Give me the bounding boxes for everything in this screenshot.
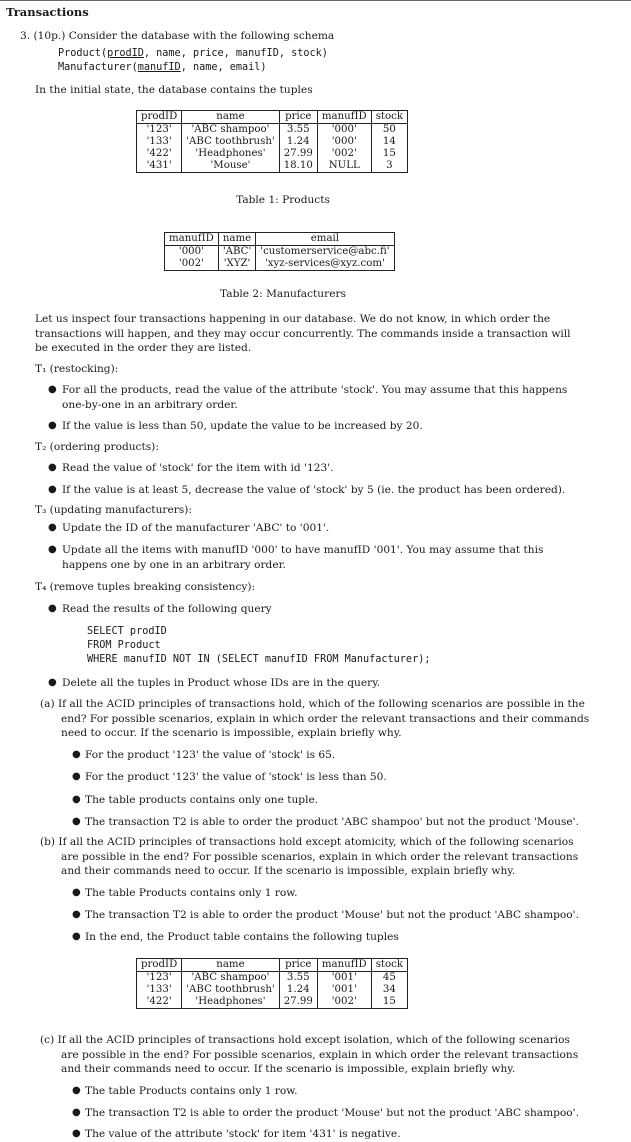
list-item: Read the value of 'stock' for the item with id '123'. [62,462,334,474]
bullet-icon: ● [72,1085,81,1096]
intro-paragraph [35,312,615,356]
paragraph-line: Let us inspect four transactions happening in our database. We do not know, in which order the [35,313,551,325]
table-cell: 'XYZ' [218,258,255,271]
table-cell: 'Headphones' [182,996,279,1009]
paragraph-line: transactions will happen, and they may occur concurrently. The commands inside a transaction will [35,327,571,340]
table-cell: 'ABC shampoo' [182,972,279,985]
text-line: are possible in the end? For possible scenarios, explain in which order the relevant transactions [61,850,579,863]
table-header-cell: name [182,111,279,124]
table-cell: 18.10 [279,160,317,173]
table-cell: '133' [137,984,182,996]
list-item: In the end, the Product table contains the following tuples [85,931,399,943]
table-header-row [137,111,408,124]
list-item: The value of the attribute 'stock' for item '431' is negative. [85,1128,401,1140]
bullet-icon: ● [72,887,81,898]
t2-label: T₂ (ordering products): [35,441,159,453]
table-cell: 1.24 [279,984,317,996]
initial-state-text: In the initial state, the database contains the tuples [35,84,313,96]
table-cell: 'Headphones' [182,148,279,160]
table-cell: 27.99 [279,996,317,1009]
schema-product: Product(prodID, name, price, manufID, stock) [58,48,328,59]
table-cell: '431' [137,160,182,173]
paragraph-line: be executed in the order they are listed. [35,342,252,354]
table-cell: 'ABC toothbrush' [182,984,279,996]
table-row [137,996,408,1009]
list-item-line: Update all the items with manufID '000' to have manufID '001'. You may assume that this [62,544,544,556]
table-row [165,258,395,271]
list-item-line: For all the products, read the value of the attribute 'stock'. You may assume that this happens [62,384,568,396]
table-row [137,160,408,173]
list-item: If the value is at least 5, decrease the value of 'stock' by 5 (ie. the product has been ordered). [62,484,566,496]
list-item: For the product '123' the value of 'stock' is less than 50. [85,771,387,783]
products-table [136,110,408,173]
text-line: are possible in the end? For possible scenarios, explain in which order the relevant transactions [61,1048,579,1061]
table-header-cell: manufID [165,233,219,246]
section-title: Transactions [6,5,89,19]
list-item: The table Products contains only 1 row. [85,1085,298,1097]
manufacturers-table [164,232,395,271]
table-header-row [137,959,408,972]
schema-manufacturer: Manufacturer(manufID, name, email) [58,62,267,73]
sql-line: SELECT prodID [87,626,167,637]
table-cell: 'customerservice@abc.fi' [260,246,390,257]
table-header-cell: manufID [317,111,371,124]
sql-line: WHERE manufID NOT IN (SELECT manufID FROM Manufacturer); [87,654,431,665]
table-cell: '133' [137,136,182,148]
bullet-icon: ● [48,603,57,614]
table-row [137,148,408,160]
list-item: The transaction T2 is able to order the product 'Mouse' but not the product 'ABC shampoo'. [85,909,579,921]
bullet-icon: ● [48,522,57,533]
table-cell: 'ABC toothbrush' [182,136,279,148]
bullet-icon: ● [48,484,57,495]
bullet-icon: ● [72,816,81,827]
list-item: The table products contains only one tuple. [85,794,319,806]
table-cell: 3.55 [279,124,317,137]
table-header-cell: manufID [317,959,371,972]
table-header-cell: prodID [137,111,182,124]
table-header-row [165,233,395,246]
table-cell: '422' [137,996,182,1009]
part-a-text [40,697,620,741]
bullet-icon: ● [48,677,57,688]
list-item: The transaction T2 is able to order the product 'Mouse' but not the product 'ABC shampoo'. [85,1107,579,1119]
table2-caption: Table 2: Manufacturers [220,288,346,300]
table-cell: '002' [317,996,371,1009]
final-products-table [136,958,408,1009]
bullet-icon: ● [72,931,81,942]
t4-label: T₄ (remove tuples breaking consistency): [35,581,256,593]
bullet-icon: ● [72,771,81,782]
table-header-cell: stock [371,959,407,972]
table-cell: 3.55 [279,972,317,985]
table-cell: 27.99 [279,148,317,160]
table-header-cell: prodID [137,959,182,972]
table-cell: 45 [382,972,396,983]
table-row [137,984,408,996]
bullet-icon: ● [72,1128,81,1139]
text-line: (c) If all the ACID principles of transactions hold except isolation, which of the following scenarios [40,1034,570,1046]
table-cell: '002' [317,148,371,160]
bullet-icon: ● [72,749,81,760]
table-cell: '000' [317,136,371,148]
list-item: The table Products contains only 1 row. [85,887,298,899]
question-intro: 3. (10p.) Consider the database with the following schema [20,30,335,42]
table-row [137,124,408,137]
table-cell: NULL [317,160,371,173]
table-header-cell: price [279,111,317,124]
table-cell: 'xyz-services@xyz.com' [265,258,385,269]
t3-label: T₃ (updating manufacturers): [35,504,192,516]
table-cell: 1.24 [279,136,317,148]
table-cell: 'Mouse' [182,160,279,173]
text-line: (b) If all the ACID principles of transactions hold except atomicity, which of the following scenarios [40,836,574,848]
list-item [62,383,567,412]
list-item: If the value is less than 50, update the value to be increased by 20. [62,420,423,432]
table-cell: '002' [165,258,219,271]
table-row [137,972,408,985]
table-cell: 34 [382,984,396,995]
table-cell: 50 [382,124,396,135]
bullet-icon: ● [72,1107,81,1118]
text-line: and their commands need to occur. If the scenario is impossible, explain briefly why. [61,1063,516,1075]
t1-label: T₁ (restocking): [35,363,119,375]
table-header-cell: price [279,959,317,972]
list-item: Update the ID of the manufacturer 'ABC' to '001'. [62,522,330,534]
list-item: Read the results of the following query [62,603,272,615]
list-item: The transaction T2 is able to order the product 'ABC shampoo' but not the product 'Mouse'. [85,816,579,828]
table-row [137,136,408,148]
bullet-icon: ● [48,544,57,555]
text-line: end? For possible scenarios, explain in which order the relevant transactions and their commands [61,712,590,725]
table-cell: 3 [386,160,393,171]
text-line: (a) If all the ACID principles of transactions hold, which of the following scenarios are possible in the [40,698,585,710]
table-cell: '422' [137,148,182,160]
part-c-text [40,1033,620,1077]
table-header-cell: name [182,959,279,972]
table-cell: 'ABC' [218,246,255,259]
table-cell: '123' [137,972,182,985]
bullet-icon: ● [72,909,81,920]
table-cell: '000' [317,124,371,137]
table-cell: '001' [317,984,371,996]
table-cell: 'ABC shampoo' [182,124,279,137]
table-cell: 15 [382,996,396,1007]
table-cell: '123' [137,124,182,137]
table-cell: 14 [382,136,396,147]
list-item-line: one-by-one in an arbitrary order. [62,398,238,411]
table-header-cell: stock [371,111,407,124]
bullet-icon: ● [72,794,81,805]
list-item: For the product '123' the value of 'stock' is 65. [85,749,336,761]
list-item [62,543,543,572]
text-line: and their commands need to occur. If the scenario is impossible, explain briefly why. [61,865,516,877]
sql-line: FROM Product [87,640,161,651]
top-rule [0,0,631,1]
bullet-icon: ● [48,462,57,473]
table1-caption: Table 1: Products [236,194,330,206]
list-item-line: happens one by one in an arbitrary order. [62,558,286,571]
sql-query [87,625,430,667]
table-cell: 15 [382,148,396,159]
table-row [165,246,395,259]
text-line: need to occur. If the scenario is impossible, explain briefly why. [61,727,402,739]
bullet-icon: ● [48,420,57,431]
part-b-text [40,835,620,879]
table-header-cell: name [218,233,255,246]
list-item: Delete all the tuples in Product whose IDs are in the query. [62,677,381,689]
table-header-cell: email [256,233,394,246]
table-cell: '001' [317,972,371,985]
bullet-icon: ● [48,384,57,395]
table-cell: '000' [165,246,219,259]
